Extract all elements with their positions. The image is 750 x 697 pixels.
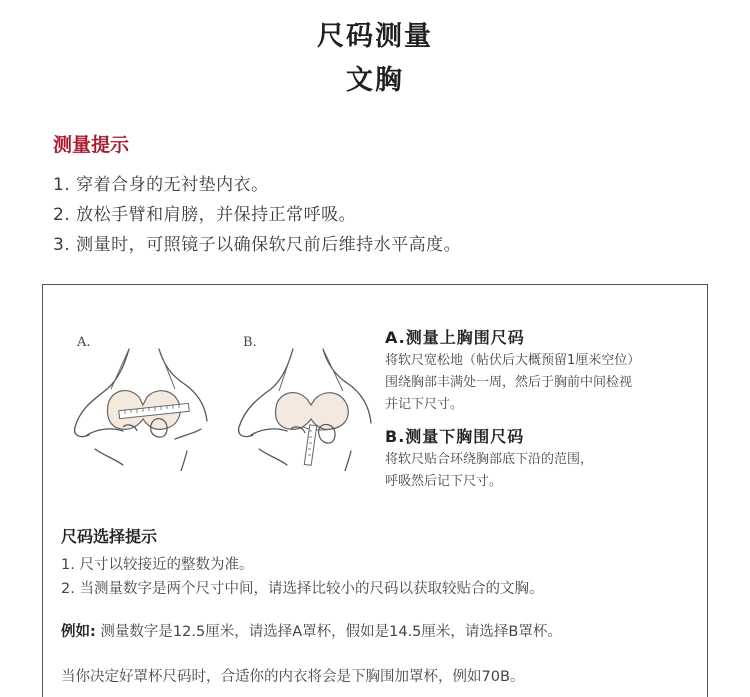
example-text <box>61 620 562 641</box>
figure-a-label: A. <box>77 335 91 350</box>
under-bust-title: B.测量下胸围尺码 <box>385 427 525 446</box>
page-subtitle: 文胸 <box>346 65 404 96</box>
example-label: 例如: <box>61 624 96 640</box>
under-bust-line: 呼吸然后记下尺寸。 <box>385 474 503 489</box>
under-bust-instructions <box>385 425 593 493</box>
tip-item: 2. 放松手臂和肩膀，并保持正常呼吸。 <box>53 205 357 225</box>
upper-bust-instructions <box>385 326 640 416</box>
figure-under-bust <box>233 331 383 471</box>
page-title: 尺码测量 <box>317 21 433 52</box>
tip-item: 3. 测量时，可照镜子以确保软尺前后维持水平高度。 <box>53 235 462 255</box>
tips-heading: 测量提示 <box>53 134 130 156</box>
selection-item: 2. 当测量数字是两个尺寸中间，请选择比较小的尺码以获取较贴合的文胸。 <box>61 581 544 597</box>
final-note: 当你决定好罩杯尺码时，合适你的内衣将会是下胸围加罩杯，例如70B。 <box>61 669 525 685</box>
figure-upper-bust <box>67 331 217 471</box>
example-body: 测量数字是12.5厘米，请选择A罩杯，假如是14.5厘米，请选择B罩杯。 <box>95 624 562 640</box>
under-bust-line: 将软尺贴合环绕胸部底下沿的范围， <box>385 452 594 467</box>
selection-list <box>61 553 543 601</box>
selection-heading: 尺码选择提示 <box>61 527 158 546</box>
upper-bust-line: 围绕胸部丰满处一周，然后于胸前中间检视 <box>385 375 633 390</box>
guide-box <box>42 284 708 697</box>
figure-b-label: B. <box>243 335 257 350</box>
under-bust-illustration <box>233 331 383 471</box>
upper-bust-illustration <box>67 331 217 471</box>
upper-bust-line: 将软尺宽松地（帖伏后大概预留1厘米空位） <box>385 353 641 368</box>
selection-item: 1. 尺寸以较接近的整数为准。 <box>61 557 254 573</box>
tips-list <box>53 170 461 260</box>
upper-bust-line: 并记下尺寸。 <box>385 397 464 412</box>
tip-item: 1. 穿着合身的无衬垫内衣。 <box>53 175 269 195</box>
upper-bust-title: A.测量上胸围尺码 <box>385 328 525 347</box>
